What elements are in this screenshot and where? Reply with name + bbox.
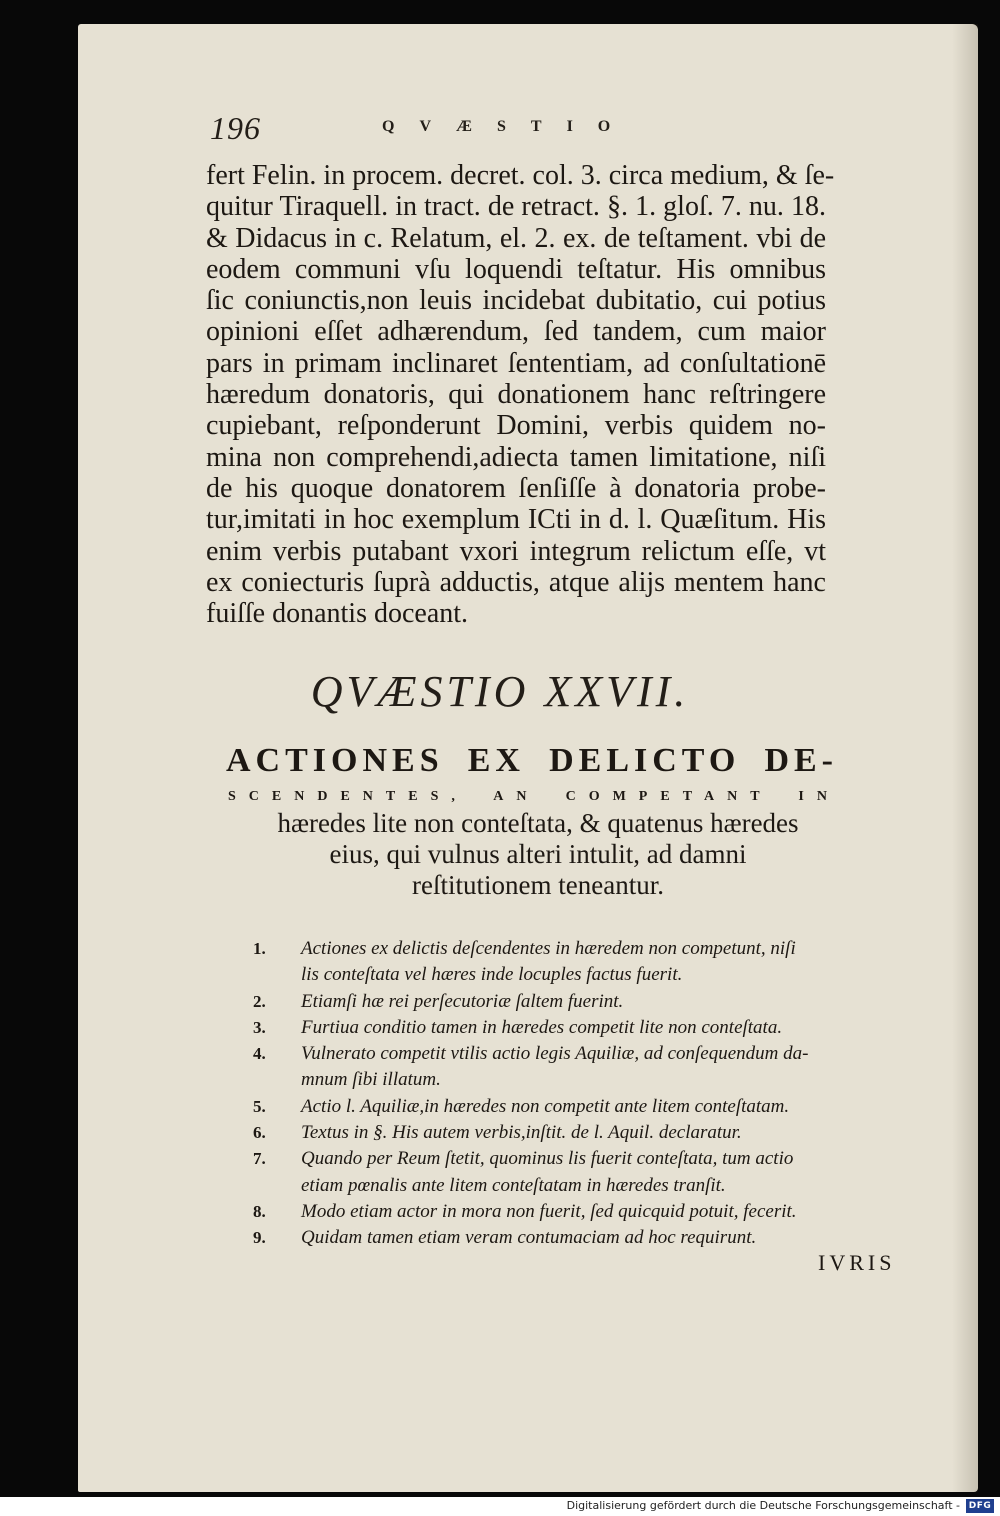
summary-line: mnum ſibi illatum. (301, 1069, 441, 1091)
summary-item (253, 1041, 853, 1094)
catchword: IVRIS (818, 1250, 896, 1275)
summary-line: Modo etiam actor in mora non fuerit, ſed quicquid potuit, fecerit. (301, 1200, 797, 1222)
summary-number: 6. (253, 1123, 266, 1143)
summary-line: Textus in §. His autem verbis,inſtit. de l. Aquil. declaratur. (301, 1122, 742, 1144)
description-line: eius, qui vulnus alteri intulit, ad damni (329, 839, 747, 869)
summary-number: 1. (253, 939, 266, 958)
summary-item (253, 1199, 853, 1225)
body-line: pars in primam inclinaret ſententiam, ad conſultationē (206, 347, 826, 379)
summary-list (253, 936, 853, 1252)
summary-line: Etiamſi hæ rei perſecutoriæ ſaltem fuerint. (301, 990, 624, 1012)
summary-number: 4. (253, 1044, 266, 1064)
summary-item (253, 1225, 853, 1251)
question-description (238, 808, 838, 901)
body-line: quitur Tiraquell. in tract. de retract. §. 1. gloſ. 7. nu. 18. (206, 191, 826, 223)
summary-item (253, 936, 853, 989)
body-line: hæredum donatoris, qui donationem hanc reſtringere (206, 379, 826, 411)
summary-line: etiam pœnalis ante litem conteſtatam in hæredes tranſit. (301, 1174, 726, 1196)
dfg-logo-icon: DFG (966, 1499, 994, 1513)
summary-line: Actiones ex delictis deſcendentes in hæredem non competunt, niſi (301, 938, 796, 959)
description-line: reſtitutionem teneantur. (412, 870, 664, 900)
body-line: de his quoque donatorem ſenſiſſe à donatoria probe- (206, 472, 826, 504)
running-head: QVÆSTIO (382, 118, 636, 135)
digitization-footer (0, 1497, 1000, 1516)
summary-number: 3. (253, 1017, 266, 1037)
question-title: QVÆSTIO XXVII. (310, 667, 690, 716)
question-subtitle-line2: SCENDENTES, AN COMPETANT IN (228, 789, 840, 804)
body-line: tur,imitati in hoc exemplum ICti in d. l. Quæſitum. His (206, 504, 826, 536)
summary-line: lis conteſtata vel hæres inde locuples factus fuerit. (301, 964, 683, 986)
summary-item (253, 1146, 853, 1199)
body-line: fert Felin. in procem. decret. col. 3. circa medium, & ſe- (206, 160, 835, 191)
page-header (210, 108, 770, 148)
summary-line: Quidam tamen etiam veram contumaciam ad hoc requirunt. (301, 1227, 757, 1249)
body-line: eodem communi vſu loquendi teſtatur. His omnibus (206, 253, 826, 285)
summary-item (253, 1094, 853, 1120)
body-line: enim verbis putabant vxori integrum relictum eſſe, vt (206, 535, 826, 567)
footer-credit: Digitalisierung gefördert durch die Deutsche Forschungsgemeinschaft - (566, 1499, 960, 1512)
body-line: ex coniecturis ſuprà adductis, atque alijs mentem hanc (206, 566, 826, 598)
page-number: 196 (210, 110, 261, 146)
question-subtitle-line1: ACTIONES EX DELICTO DE- (226, 742, 838, 779)
body-line: fuiſſe donantis doceant. (206, 598, 469, 630)
body-line: ſic coniunctis,non leuis incidebat dubitatio, cui potius (206, 285, 826, 317)
summary-line: Actio l. Aquiliæ,in hæredes non competit ante litem conteſtatam. (301, 1095, 790, 1117)
summary-line: Vulnerato competit vtilis actio legis Aquiliæ, ad conſequendum da- (301, 1043, 809, 1065)
summary-number: 7. (253, 1149, 266, 1169)
body-line: cupiebant, reſponderunt Domini, verbis quidem no- (206, 410, 826, 442)
summary-number: 5. (253, 1096, 266, 1116)
summary-line: Quando per Reum ſtetit, quominus lis fuerit conteſtata, tum actio (301, 1148, 794, 1170)
body-line: opinioni eſſet adhærendum, ſed tandem, cum maior (206, 316, 826, 348)
description-line: hæredes lite non conteſtata, & quatenus hæredes (277, 808, 799, 838)
summary-item (253, 1120, 853, 1146)
body-paragraph (206, 160, 835, 630)
summary-item (253, 989, 853, 1015)
body-line: & Didacus in c. Relatum, el. 2. ex. de teſtament. vbi de (206, 222, 826, 254)
summary-item (253, 1015, 853, 1041)
summary-line: Furtiua conditio tamen in hæredes competit lite non conteſtata. (301, 1016, 783, 1038)
summary-number: 8. (253, 1201, 266, 1221)
summary-number: 9. (253, 1228, 266, 1248)
summary-number: 2. (253, 991, 266, 1011)
body-line: mina non comprehendi,adiecta tamen limitatione, niſi (206, 441, 826, 473)
